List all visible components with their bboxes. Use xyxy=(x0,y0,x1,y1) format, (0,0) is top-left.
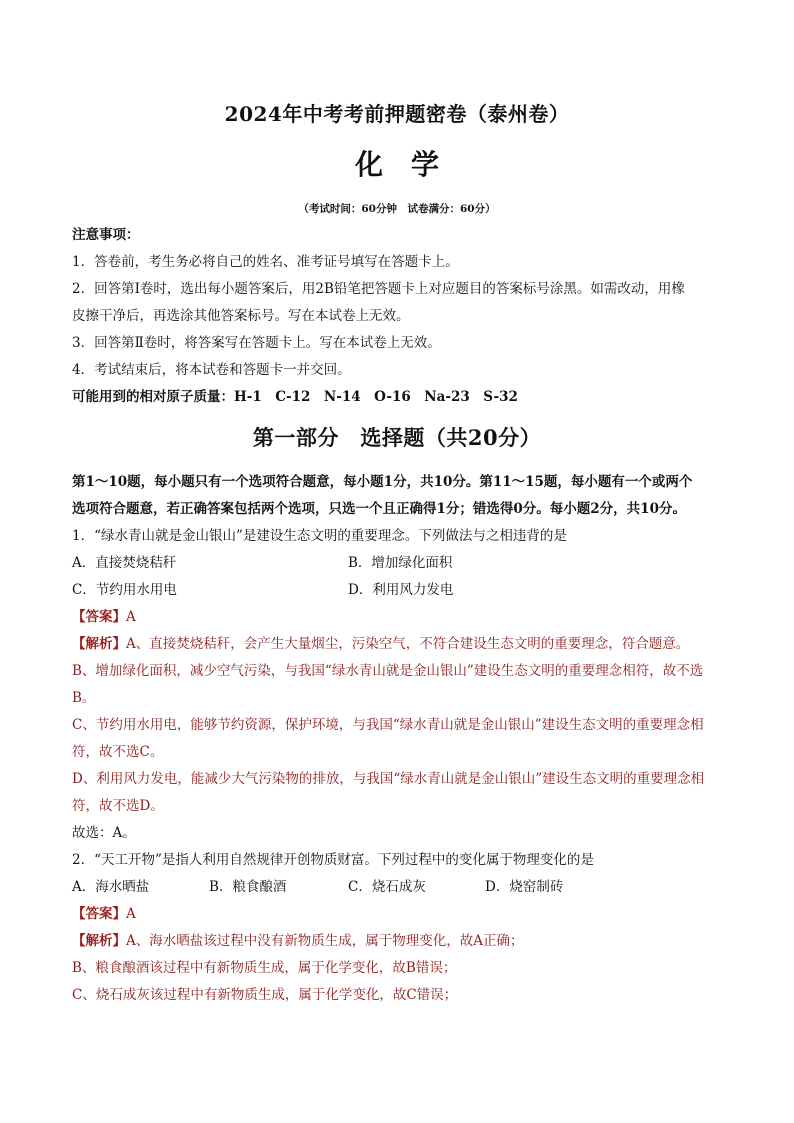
question-2-analysis xyxy=(72,928,732,955)
notice-item: 2．回答第Ⅰ卷时，选出每小题答案后，用2B铅笔把答题卡上对应题目的答案标号涂黑。如需改动，用橡 xyxy=(72,281,685,297)
option-d: D．利用风力发电 xyxy=(348,582,454,598)
questions-block xyxy=(72,469,732,1009)
option-c: C．烧石成灰 xyxy=(348,879,426,895)
question-2-options-row xyxy=(72,874,732,901)
question-2-answer xyxy=(72,901,732,928)
question-1-answer xyxy=(72,604,732,631)
analysis-line: C、烧石成灰该过程中有新物质生成，属于化学变化，故C错误； xyxy=(72,987,458,1003)
atomic-mass-line: 可能用到的相对原子质量：H-1 C-12 N-14 O-16 Na-23 S-32 xyxy=(72,389,518,405)
analysis-line: C、节约用水用电，能够节约资源，保护环境，与我国“绿水青山就是金山银山”建设生态文明的重要理念相 xyxy=(72,717,704,733)
analysis-text: A、直接焚烧秸秆，会产生大量烟尘，污染空气，不符合建设生态文明的重要理念，符合题意。 xyxy=(126,636,690,652)
option-b: B．增加绿化面积 xyxy=(348,555,453,571)
section-instruction: 选项符合题意，若正确答案包括两个选项，只选一个且正确得1分；错选得0分。每小题2分，共10分。 xyxy=(72,501,686,517)
question-1-options-row xyxy=(72,550,732,577)
question-1-options-row xyxy=(72,577,732,604)
option-c: C．节约用水用电 xyxy=(72,582,177,598)
notice-heading: 注意事项： xyxy=(72,227,140,243)
option-a: A．海水晒盐 xyxy=(72,879,150,895)
notice-item: 4．考试结束后，将本试卷和答题卡一并交回。 xyxy=(72,362,351,378)
exam-title: 2024年中考考前押题密卷（泰州卷） xyxy=(224,102,570,126)
answer-value: A xyxy=(126,906,136,922)
section-title: 第一部分 选择题（共20分） xyxy=(252,425,542,450)
notice-block xyxy=(72,222,732,411)
answer-tag: 【答案】 xyxy=(72,609,126,625)
answer-value: A xyxy=(126,609,136,625)
analysis-text: A、海水晒盐该过程中没有新物质生成，属于物理变化，故A正确； xyxy=(126,933,524,949)
notice-item: 1．答卷前，考生务必将自己的姓名、准考证号填写在答题卡上。 xyxy=(72,254,459,270)
option-b: B．粮食酿酒 xyxy=(209,879,287,895)
option-d: D．烧窑制砖 xyxy=(485,879,564,895)
analysis-line: B。 xyxy=(72,690,96,706)
subject-title: 化 学 xyxy=(354,148,439,181)
option-a: A．直接焚烧秸秆 xyxy=(72,555,177,571)
analysis-tag: 【解析】 xyxy=(72,933,126,949)
question-1-conclusion: 故选：A。 xyxy=(72,825,136,841)
section-instruction: 第1～10题，每小题只有一个选项符合题意，每小题1分，共10分。第11～15题，每小题有一个或两个 xyxy=(72,474,693,490)
question-1-stem: 1．“绿水青山就是金山银山”是建设生态文明的重要理念。下列做法与之相违背的是 xyxy=(72,528,567,544)
analysis-tag: 【解析】 xyxy=(72,636,126,652)
notice-item: 皮擦干净后，再选涂其他答案标号。写在本试卷上无效。 xyxy=(72,308,410,324)
answer-tag: 【答案】 xyxy=(72,906,126,922)
analysis-line: 符，故不选D。 xyxy=(72,798,164,814)
question-2-stem: 2．“天工开物”是指人利用自然规律开创物质财富。下列过程中的变化属于物理变化的是 xyxy=(72,852,594,868)
analysis-line: B、增加绿化面积，减少空气污染，与我国“绿水青山就是金山银山”建设生态文明的重要理念相符，故不选 xyxy=(72,663,704,679)
notice-item: 3．回答第Ⅱ卷时，将答案写在答题卡上。写在本试卷上无效。 xyxy=(72,335,441,351)
question-1-analysis xyxy=(72,631,732,658)
analysis-line: 符，故不选C。 xyxy=(72,744,164,760)
analysis-line: B、粮食酿酒该过程中有新物质生成，属于化学变化，故B错误； xyxy=(72,960,457,976)
exam-info: （考试时间：60分钟 试卷满分：60分） xyxy=(298,203,496,215)
analysis-line: D、利用风力发电，能减少大气污染物的排放，与我国“绿水青山就是金山银山”建设生态文明的重要理念相 xyxy=(72,771,705,787)
